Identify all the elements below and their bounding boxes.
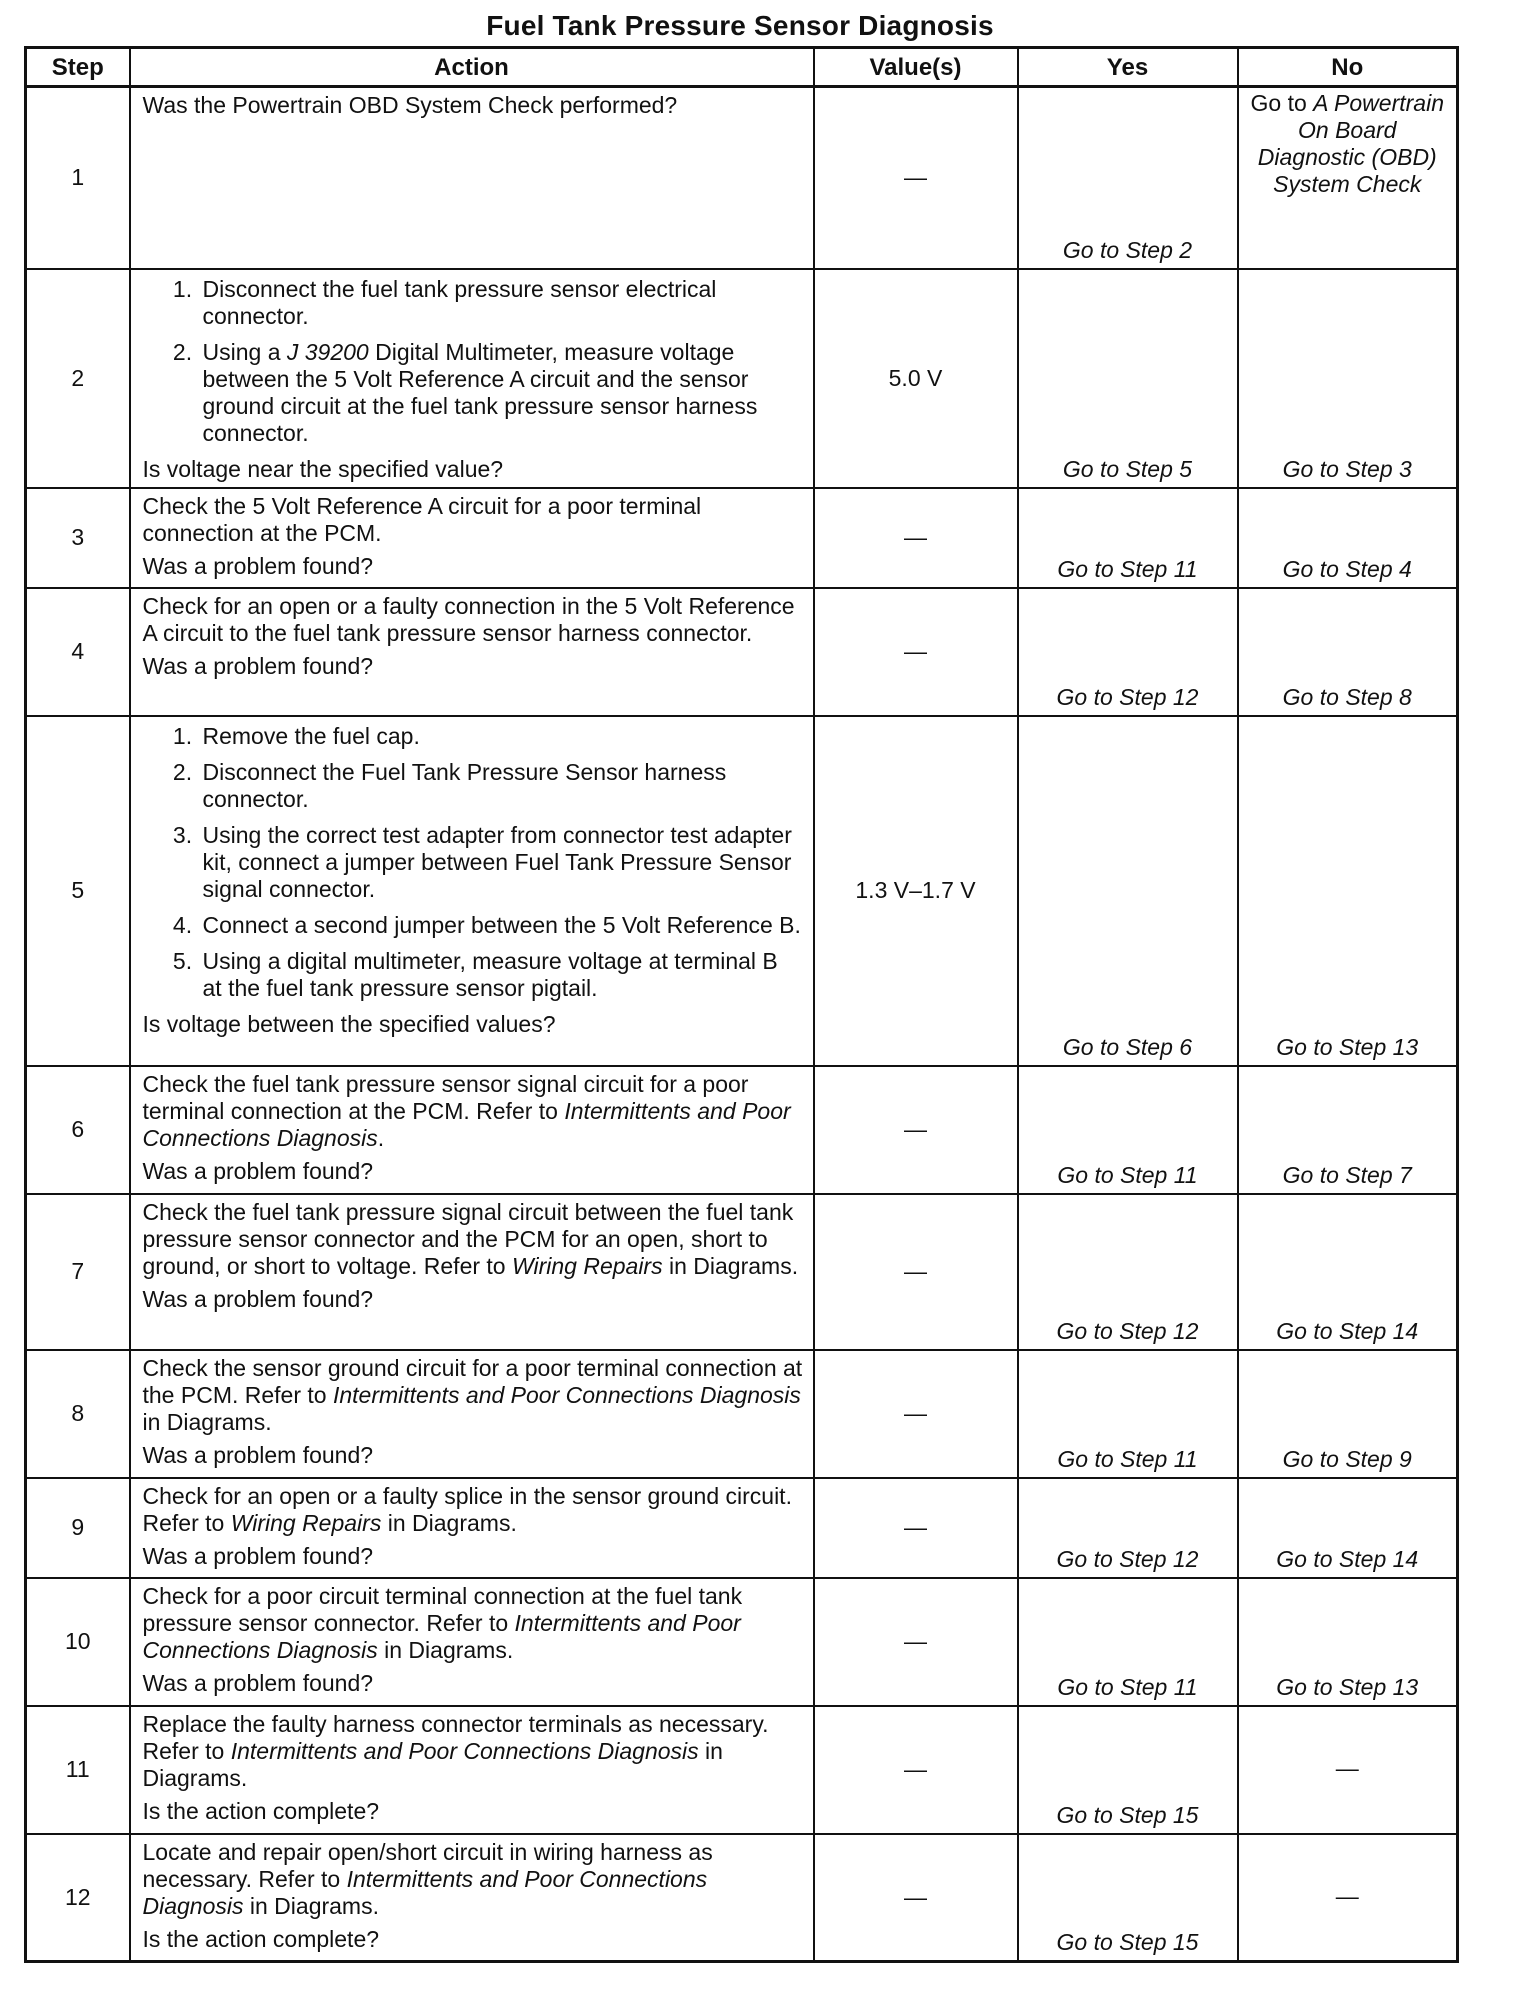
step-number: 3	[26, 488, 130, 588]
no-cell: Go to Step 13	[1238, 1578, 1458, 1706]
action-text: Check for an open or a faulty connection in the 5 Volt Reference A circuit to the fuel tank pressure sensor harness connector.	[142, 592, 795, 646]
yes-cell: Go to Step 11	[1018, 1578, 1238, 1706]
page-title: Fuel Tank Pressure Sensor Diagnosis	[486, 10, 994, 41]
value-cell: —	[814, 1194, 1018, 1350]
step-number: 6	[26, 1066, 130, 1194]
yes-cell: Go to Step 2	[1018, 87, 1238, 269]
step-number: 11	[26, 1706, 130, 1834]
no-cell: Go to Step 7	[1238, 1066, 1458, 1194]
table-row	[26, 488, 1458, 588]
action-question: Is voltage near the specified value?	[142, 455, 504, 482]
no-lead: Go to	[1250, 90, 1314, 116]
yes-cell: Go to Step 12	[1018, 1194, 1238, 1350]
header-row	[26, 48, 1458, 87]
step-number: 4	[26, 588, 130, 716]
table-row	[26, 1578, 1458, 1706]
table-row	[26, 1478, 1458, 1578]
yes-cell: Go to Step 11	[1018, 1066, 1238, 1194]
yes-cell: Go to Step 15	[1018, 1834, 1238, 1962]
value-cell: 5.0 V	[814, 269, 1018, 488]
yes-cell: Go to Step 11	[1018, 1350, 1238, 1478]
action-question: Was a problem found?	[142, 1669, 374, 1696]
action-list	[143, 276, 803, 447]
step-number: 8	[26, 1350, 130, 1478]
action-text: Check the fuel tank pressure signal circuit between the fuel tank pressure sensor connector and the PCM for an open, short to ground, or short to voltage. Refer to Wiring Repairs in Diagrams.	[142, 1198, 799, 1279]
value-cell: —	[814, 488, 1018, 588]
value-cell: —	[814, 1478, 1018, 1578]
no-cell: Go to Step 9	[1238, 1350, 1458, 1478]
step-number: 12	[26, 1834, 130, 1962]
action-question: Is the action complete?	[142, 1925, 380, 1952]
value-cell: 1.3 V–1.7 V	[814, 716, 1018, 1066]
step-number: 9	[26, 1478, 130, 1578]
document-page	[24, 8, 1456, 1963]
no-cell: Go to Step 8	[1238, 588, 1458, 716]
action-cell	[130, 1066, 814, 1194]
action-cell	[130, 87, 814, 269]
no-cell: Go to Step 3	[1238, 269, 1458, 488]
header-values: Value(s)	[814, 48, 1018, 87]
value-cell: —	[814, 1066, 1018, 1194]
no-cell: Go to Step 14	[1238, 1194, 1458, 1350]
action-cell	[130, 1706, 814, 1834]
action-question: Was a problem found?	[142, 552, 374, 579]
no-cell: —	[1238, 1834, 1458, 1962]
header-step: Step	[26, 48, 130, 87]
no-cell: Go to Step 4	[1238, 488, 1458, 588]
step-number: 5	[26, 716, 130, 1066]
no-cell	[1238, 87, 1458, 269]
list-item: 1. Remove the fuel cap.	[199, 723, 803, 750]
step-number: 2	[26, 269, 130, 488]
yes-cell: Go to Step 15	[1018, 1706, 1238, 1834]
list-item: 4. Connect a second jumper between the 5 Volt Reference B.	[199, 912, 803, 939]
no-cell: Go to Step 14	[1238, 1478, 1458, 1578]
action-question: Was a problem found?	[142, 1157, 374, 1184]
action-cell	[130, 1578, 814, 1706]
action-text: Check for an open or a faulty splice in the sensor ground circuit. Refer to Wiring Repairs in Diagrams.	[142, 1482, 792, 1536]
action-question: Is voltage between the specified values?	[142, 1010, 556, 1037]
step-number: 10	[26, 1578, 130, 1706]
yes-cell: Go to Step 5	[1018, 269, 1238, 488]
action-cell	[130, 1350, 814, 1478]
value-cell: —	[814, 1350, 1018, 1478]
action-cell	[130, 269, 814, 488]
action-question: Was a problem found?	[142, 1441, 374, 1468]
list-item: 2. Disconnect the Fuel Tank Pressure Sensor harness connector.	[199, 759, 803, 813]
action-question: Was a problem found?	[142, 1542, 374, 1569]
value-cell: —	[814, 1578, 1018, 1706]
action-text: Locate and repair open/short circuit in wiring harness as necessary. Refer to Intermittents and Poor Connections Diagnosis in Diagrams.	[142, 1838, 713, 1919]
action-question: Was a problem found?	[142, 1285, 374, 1312]
action-question: Is the action complete?	[142, 1797, 380, 1824]
value-cell: —	[814, 87, 1018, 269]
yes-cell: Go to Step 12	[1018, 588, 1238, 716]
header-yes: Yes	[1018, 48, 1238, 87]
list-item: 2. Using a J 39200 Digital Multimeter, measure voltage between the 5 Volt Reference A circuit and the sensor ground circuit at the fuel tank pressure sensor harness connector.	[199, 339, 803, 447]
action-cell	[130, 588, 814, 716]
no-link-text: A Powertrain On Board Diagnostic (OBD) System Check	[1257, 90, 1444, 197]
table-row	[26, 1194, 1458, 1350]
action-text: Replace the faulty harness connector terminals as necessary. Refer to Intermittents and Poor Connections Diagnosis in Diagrams.	[142, 1710, 769, 1791]
list-item: 3. Using the correct test adapter from connector test adapter kit, connect a jumper between Fuel Tank Pressure Sensor signal connector.	[199, 822, 803, 903]
action-text: Check the fuel tank pressure sensor signal circuit for a poor terminal connection at the PCM. Refer to Intermittents and Poor Connections Diagnosis.	[142, 1070, 791, 1151]
action-text: Check the sensor ground circuit for a poor terminal connection at the PCM. Refer to Intermittents and Poor Connections Diagnosis in Diagrams.	[142, 1354, 803, 1435]
action-text: Check the 5 Volt Reference A circuit for a poor terminal connection at the PCM.	[142, 492, 702, 546]
table-row	[26, 1066, 1458, 1194]
table-row	[26, 269, 1458, 488]
value-cell: —	[814, 1834, 1018, 1962]
action-cell	[130, 1478, 814, 1578]
step-number: 7	[26, 1194, 130, 1350]
table-row	[26, 87, 1458, 269]
action-question: Was the Powertrain OBD System Check performed?	[142, 92, 678, 118]
table-row	[26, 1350, 1458, 1478]
no-cell: Go to Step 13	[1238, 716, 1458, 1066]
action-cell	[130, 1194, 814, 1350]
list-item: 5. Using a digital multimeter, measure voltage at terminal B at the fuel tank pressure sensor pigtail.	[199, 948, 803, 1002]
header-no: No	[1238, 48, 1458, 87]
action-cell	[130, 488, 814, 588]
value-cell: —	[814, 588, 1018, 716]
list-item: 1. Disconnect the fuel tank pressure sensor electrical connector.	[199, 276, 803, 330]
diagnosis-table	[24, 46, 1459, 1963]
table-row	[26, 716, 1458, 1066]
header-action: Action	[130, 48, 814, 87]
action-cell	[130, 1834, 814, 1962]
action-cell	[130, 716, 814, 1066]
action-question: Was a problem found?	[142, 652, 374, 679]
no-cell: —	[1238, 1706, 1458, 1834]
yes-cell: Go to Step 12	[1018, 1478, 1238, 1578]
action-list	[143, 723, 803, 1002]
yes-cell: Go to Step 11	[1018, 488, 1238, 588]
table-row	[26, 1706, 1458, 1834]
table-row	[26, 1834, 1458, 1962]
action-text: Check for a poor circuit terminal connection at the fuel tank pressure sensor connector. Refer to Intermittents and Poor Connections Diagnosis in Diagrams.	[142, 1582, 743, 1663]
table-row	[26, 588, 1458, 716]
step-number: 1	[26, 87, 130, 269]
yes-cell: Go to Step 6	[1018, 716, 1238, 1066]
value-cell: —	[814, 1706, 1018, 1834]
